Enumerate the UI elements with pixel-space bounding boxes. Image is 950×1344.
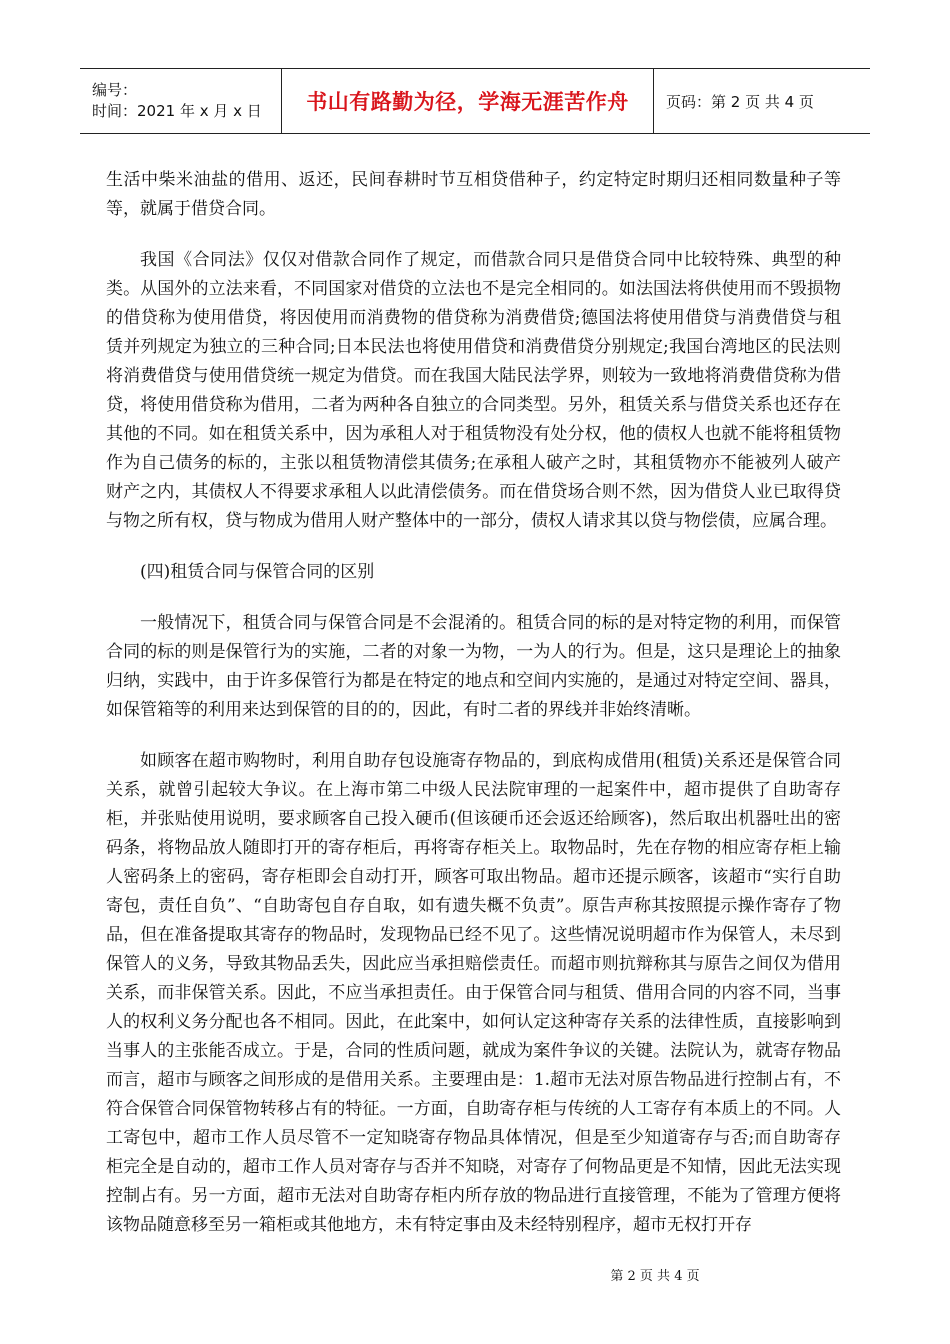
header-motto-cell [282, 69, 654, 133]
document-number-label: 编号： [92, 81, 138, 99]
page-header [80, 68, 870, 134]
header-page-cell [654, 69, 870, 133]
footer-page-number: 第 2 页 共 4 页 [610, 1269, 700, 1284]
document-body [106, 166, 841, 1262]
header-page-number: 页码：第 2 页 共 4 页 [666, 92, 814, 111]
page-footer [0, 1265, 950, 1284]
body-paragraph: 我国《合同法》仅仅对借款合同作了规定，而借款合同只是借贷合同中比较特殊、典型的种类。从国外的立法来看，不同国家对借贷的立法也不是完全相同的。如法国法将供使用而不毁损物的借贷称为使用借贷，将因使用而消费物的借贷称为消费借贷;德国法将使用借贷与消费借贷与租赁并列规定为独立的三种合同;日本民法也将使用借贷和消费借贷分别规定;我国台湾地区的民法则将消费借贷与使用借贷统一规定为借贷。而在我国大陆民法学界，则较为一致地将消费借贷称为借贷，将使用借贷称为借用，二者为两种各自独立的合同类型。另外，租赁关系与借贷关系也还存在其他的不同。如在租赁关系中，因为承租人对于租赁物没有处分权，他的债权人也就不能将租赁物作为自己债务的标的，主张以租赁物清偿其债务;在承租人破产之时，其租赁物亦不能被列人破产财产之内，其债权人不得要求承租人以此清偿债务。而在借贷场合则不然，因为借贷人业已取得贷与物之所有权，贷与物成为借用人财产整体中的一部分，债权人请求其以贷与物偿债，应属合理。 [106, 250, 842, 531]
body-paragraph: 如顾客在超市购物时，利用自助存包设施寄存物品的，到底构成借用(租赁)关系还是保管合同关系，就曾引起较大争议。在上海市第二中级人民法院审理的一起案件中，超市提供了自助寄存柜，并张贴使用说明，要求顾客自己投入硬币(但该硬币还会返还给顾客)，然后取出机器吐出的密码条，将物品放人随即打开的寄存柜后，再将寄存柜关上。取物品时，先在存物的相应寄存柜上输人密码条上的密码，寄存柜即会自动打开，顾客可取出物品。超市还提示顾客，该超市“实行自助寄包，责任自负”、“自助寄包自存自取，如有遗失概不负责”。原告声称其按照提示操作寄存了物品，但在准备提取其寄存的物品时，发现物品已经不见了。这些情况说明超市作为保管人，未尽到保管人的义务，导致其物品丢失，因此应当承担赔偿责任。而超市则抗辩称其与原告之间仅为借用关系，而非保管关系。因此，不应当承担责任。由于保管合同与租赁、借用合同的内容不同，当事人的权利义务分配也各不相同。因此，在此案中，如何认定这种寄存关系的法律性质，直接影响到当事人的主张能否成立。于是，合同的性质问题，就成为案件争议的关键。法院认为，就寄存物品而言，超市与顾客之间形成的是借用关系。主要理由是：1.超市无法对原告物品进行控制占有，不符合保管合同保管物转移占有的特征。一方面，自助寄存柜与传统的人工寄存有本质上的不同。人工寄包中，超市工作人员尽管不一定知晓寄存物品具体情况，但是至少知道寄存与否;而自助寄存柜完全是自动的，超市工作人员对寄存与否并不知晓，对寄存了何物品更是不知情，因此无法实现控制占有。另一方面，超市无法对自助寄存柜内所存放的物品进行直接管理，不能为了管理方便将该物品随意移至另一箱柜或其他地方，未有特定事由及未经特别程序，超市无权打开存 [106, 751, 841, 1235]
document-time-label: 时间：2021 年 x 月 x 日 [92, 102, 262, 120]
body-paragraph: 一般情况下，租赁合同与保管合同是不会混淆的。租赁合同的标的是对特定物的利用，而保管合同的标的则是保管行为的实施，二者的对象一为物，一为人的行为。但是，这只是理论上的抽象归纳，实践中，由于许多保管行为都是在特定的地点和空间内实施的，是通过对特定空间、器具，如保管箱等的利用来达到保管的目的的，因此，有时二者的界线并非始终清晰。 [106, 613, 841, 720]
header-motto: 书山有路勤为径，学海无涯苦作舟 [306, 90, 629, 114]
header-meta [80, 69, 282, 133]
body-paragraph: 生活中柴米油盐的借用、返还，民间春耕时节互相贷借种子，约定特定时期归还相同数量种子等等，就属于借贷合同。 [106, 170, 841, 219]
section-heading: (四)租赁合同与保管合同的区别 [140, 562, 375, 582]
